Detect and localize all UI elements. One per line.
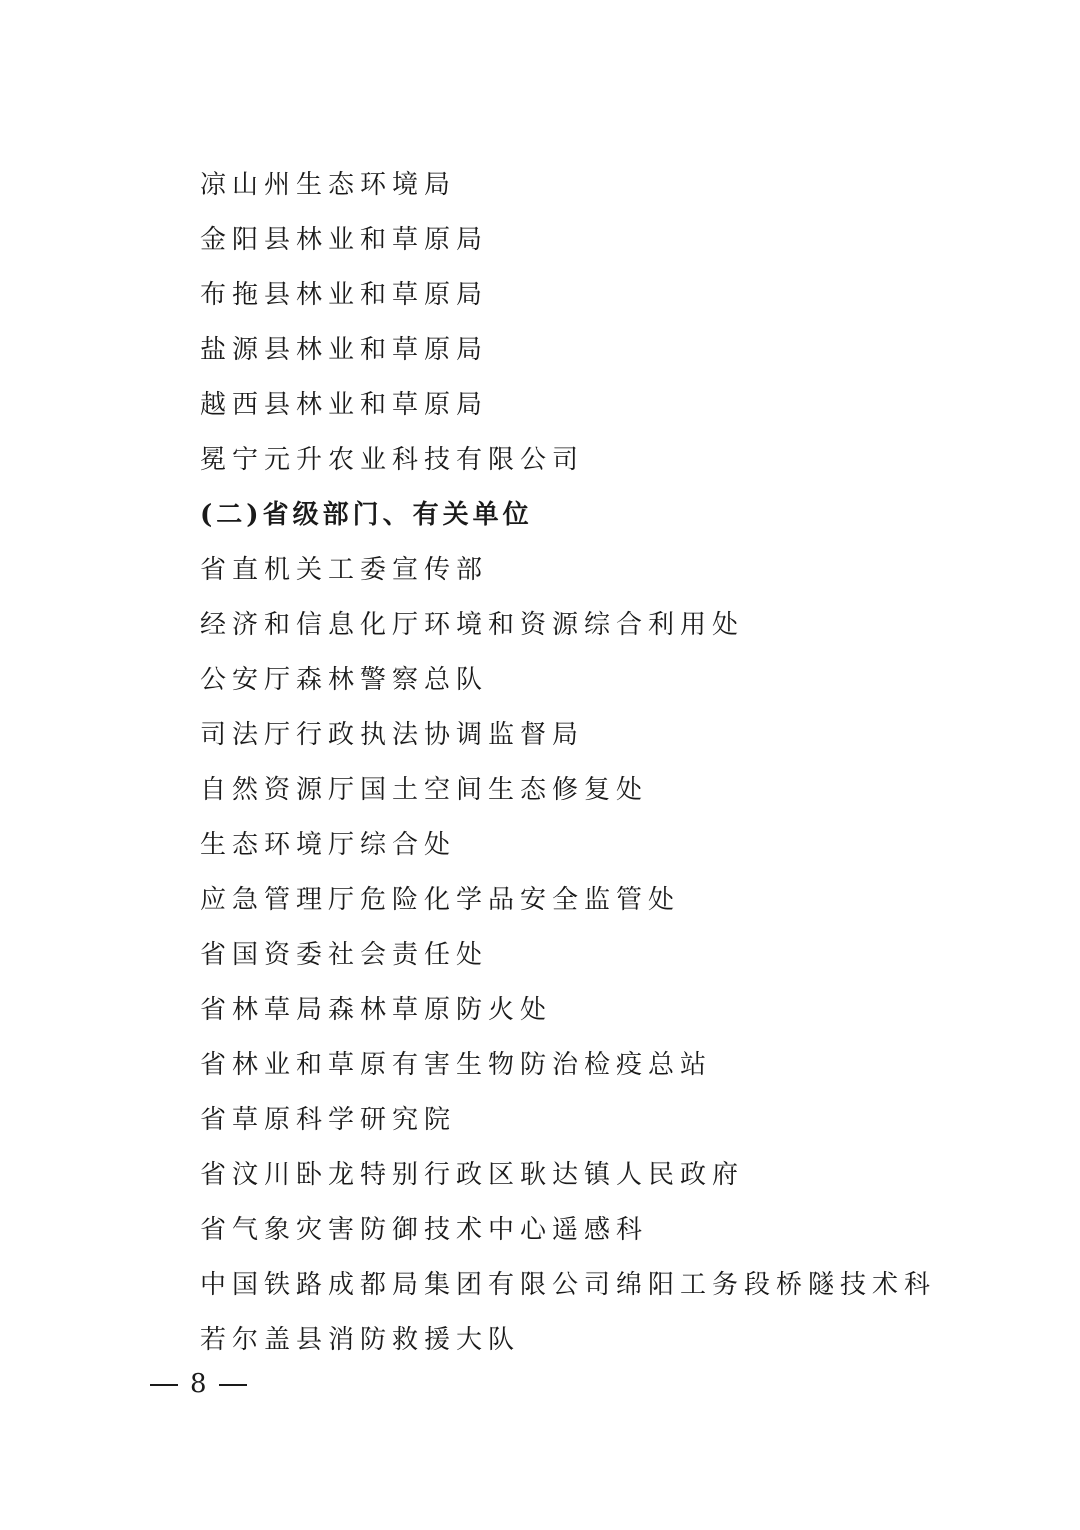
list-item: 若尔盖县消防救援大队 bbox=[200, 1325, 521, 1355]
list-item: 中国铁路成都局集团有限公司绵阳工务段桥隧技术科 bbox=[200, 1270, 937, 1300]
right-dash bbox=[219, 1384, 247, 1386]
list-item: 生态环境厅综合处 bbox=[200, 830, 457, 860]
list-item: 金阳县林业和草原局 bbox=[200, 225, 489, 255]
list-item: 凉山州生态环境局 bbox=[200, 170, 457, 200]
page-number: 8 bbox=[190, 1369, 207, 1399]
list-item: 冕宁元升农业科技有限公司 bbox=[200, 445, 585, 475]
unit-list bbox=[200, 158, 936, 1368]
list-item: 省林业和草原有害生物防治检疫总站 bbox=[200, 1050, 713, 1080]
list-item: 盐源县林业和草原局 bbox=[200, 335, 489, 365]
list-item: 省林草局森林草原防火处 bbox=[200, 995, 553, 1025]
list-item: 越西县林业和草原局 bbox=[200, 390, 489, 420]
list-item: 自然资源厅国土空间生态修复处 bbox=[200, 775, 649, 805]
list-item: 经济和信息化厅环境和资源综合利用处 bbox=[200, 610, 745, 640]
list-item: 公安厅森林警察总队 bbox=[200, 665, 489, 695]
list-item: 布拖县林业和草原局 bbox=[200, 280, 489, 310]
left-dash bbox=[150, 1384, 178, 1386]
list-item: 省气象灾害防御技术中心遥感科 bbox=[200, 1215, 649, 1245]
list-item: 应急管理厅危险化学品安全监管处 bbox=[200, 885, 681, 915]
section-heading: (二)省级部门、有关单位 bbox=[200, 500, 533, 530]
list-item: 省汶川卧龙特别行政区耿达镇人民政府 bbox=[200, 1160, 745, 1190]
list-item: 省直机关工委宣传部 bbox=[200, 555, 489, 585]
list-item: 省草原科学研究院 bbox=[200, 1105, 457, 1135]
page-number-footer bbox=[150, 1364, 247, 1404]
list-item: 司法厅行政执法协调监督局 bbox=[200, 720, 585, 750]
list-item: 省国资委社会责任处 bbox=[200, 940, 489, 970]
